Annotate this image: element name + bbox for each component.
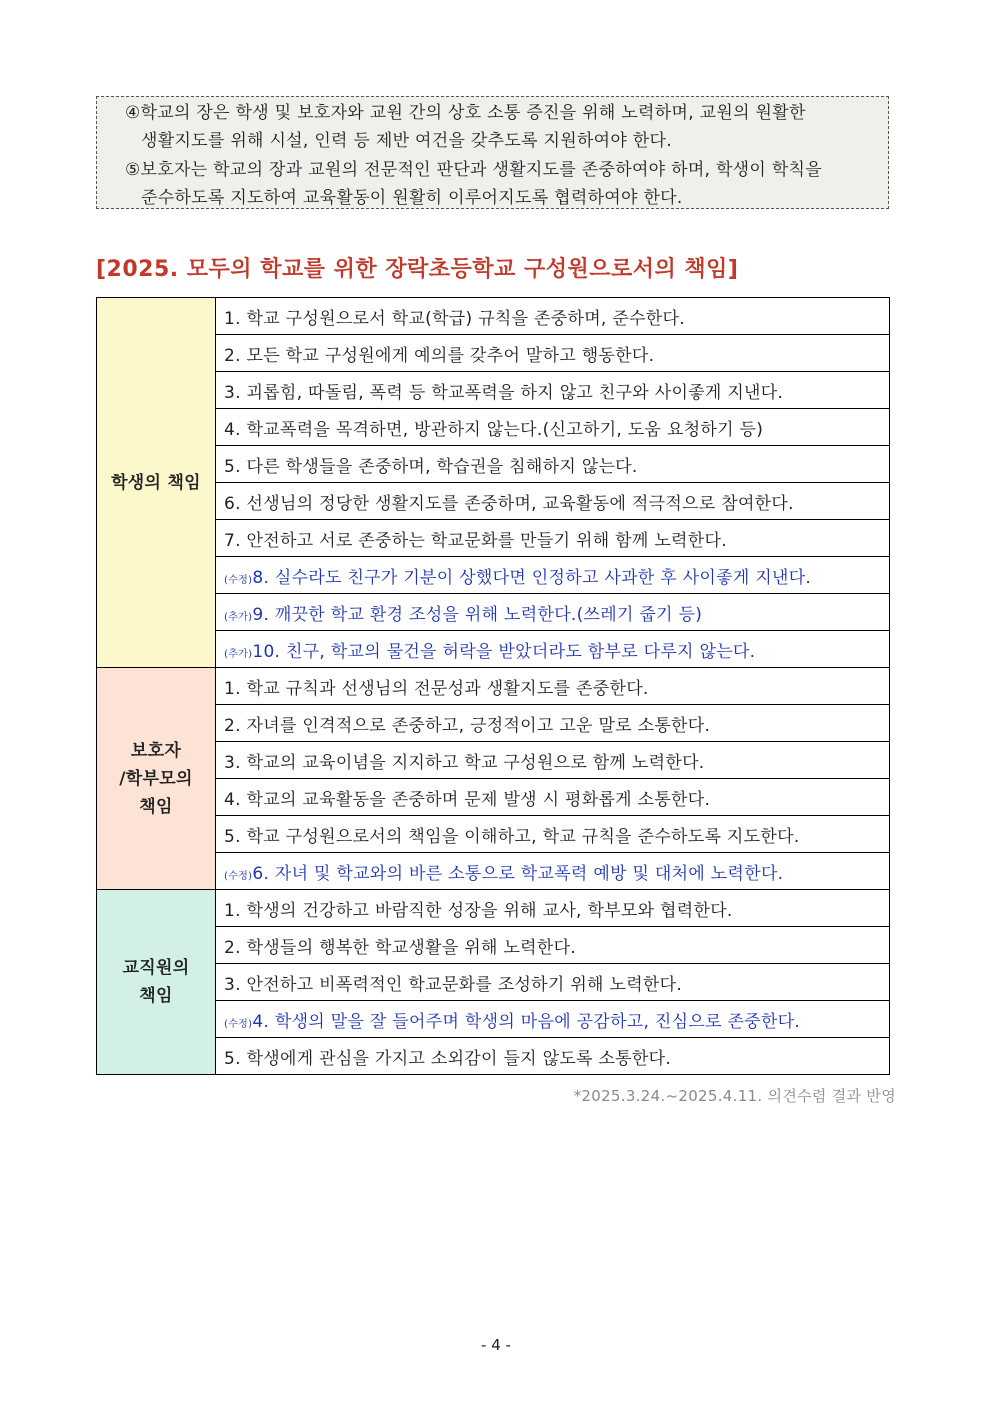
staff-category-label-1: 교직원의 [122,958,190,978]
table-row [97,520,890,557]
parents-category-label-2: /학부모의 [119,768,193,789]
parents-item-5: 5. 학교 구성원으로서의 책임을 이해하고, 학교 규칙을 준수하도록 지도한다. [216,816,890,853]
addition-tag: (추가) [224,611,253,623]
table-row [97,742,890,779]
parents-item-1: 1. 학교 규칙과 선생님의 전문성과 생활지도를 존중한다. [216,668,890,705]
parents-category-cell [97,668,216,890]
staff-item-5: 5. 학생에게 관심을 가지고 소외감이 들지 않도록 소통한다. [216,1038,890,1075]
students-item-8 [216,557,890,594]
staff-category-label-2: 책임 [139,986,173,1006]
table-row [97,964,890,1001]
table-row [97,335,890,372]
parents-item-3: 3. 학교의 교육이념을 지지하고 학교 구성원으로 함께 노력한다. [216,742,890,779]
table-row [97,927,890,964]
revision-tag: (수정) [224,1018,253,1030]
table-row [97,298,890,335]
table-row [97,594,890,631]
table-row [97,1001,890,1038]
table-row [97,1038,890,1075]
parents-category-label-3: 책임 [139,796,173,817]
revision-tag: (수정) [224,870,253,882]
students-item-4: 4. 학교폭력을 목격하면, 방관하지 않는다.(신고하기, 도움 요청하기 등) [216,409,890,446]
table-row [97,705,890,742]
students-category-label: 학생의 책임 [111,472,201,493]
responsibility-table [96,297,890,1075]
table-row [97,409,890,446]
staff-item-4 [216,1001,890,1038]
table-row [97,446,890,483]
table-row [97,816,890,853]
staff-category-cell [97,890,216,1075]
staff-item-3: 3. 안전하고 비폭력적인 학교문화를 조성하기 위해 노력한다. [216,964,890,1001]
survey-note: *2025.3.24.~2025.4.11. 의견수렴 결과 반영 [573,1087,896,1105]
paragraph-5-line-2: 준수하도록 지도하여 교육활동이 원활히 이루어지도록 협력하여야 한다. [141,188,683,208]
table-row [97,853,890,890]
students-item-8-text: 8. 실수라도 친구가 기분이 상했다면 인정하고 사과한 후 사이좋게 지낸다. [252,567,812,588]
students-item-3: 3. 괴롭힘, 따돌림, 폭력 등 학교폭력을 하지 않고 친구와 사이좋게 지낸다. [216,372,890,409]
parents-category-label-1: 보호자 [130,740,182,761]
revision-tag: (수정) [224,574,253,586]
students-item-10 [216,631,890,668]
page-number: - 4 - [481,1336,511,1354]
table-row [97,483,890,520]
students-item-9 [216,594,890,631]
paragraph-4-line-1: ④학교의 장은 학생 및 보호자와 교원 간의 상호 소통 증진을 위해 노력하며, 교원의 원활한 [125,103,806,123]
parents-item-4: 4. 학교의 교육활동을 존중하며 문제 발생 시 평화롭게 소통한다. [216,779,890,816]
section-title: [2025. 모두의 학교를 위한 장락초등학교 구성원으로서의 책임] [96,257,739,282]
students-item-5: 5. 다른 학생들을 존중하며, 학습권을 침해하지 않는다. [216,446,890,483]
staff-item-2: 2. 학생들의 행복한 학교생활을 위해 노력한다. [216,927,890,964]
students-item-10-text: 10. 친구, 학교의 물건을 허락을 받았더라도 함부로 다루지 않는다. [252,641,756,662]
paragraph-4 [125,99,880,155]
parents-item-2: 2. 자녀를 인격적으로 존중하고, 긍정적이고 고운 말로 소통한다. [216,705,890,742]
students-category-cell [97,298,216,668]
students-item-2: 2. 모든 학교 구성원에게 예의를 갖추어 말하고 행동한다. [216,335,890,372]
staff-item-1: 1. 학생의 건강하고 바람직한 성장을 위해 교사, 학부모와 협력한다. [216,890,890,927]
table-row [97,890,890,927]
parents-item-6 [216,853,890,890]
table-row [97,668,890,705]
table-row [97,557,890,594]
table-row [97,631,890,668]
addition-tag: (추가) [224,648,253,660]
table-row [97,372,890,409]
parents-item-6-text: 6. 자녀 및 학교와의 바른 소통으로 학교폭력 예방 및 대처에 노력한다. [252,863,784,884]
law-excerpt-box [96,96,889,209]
table-row [97,779,890,816]
staff-item-4-text: 4. 학생의 말을 잘 들어주며 학생의 마음에 공감하고, 진심으로 존중한다. [252,1011,801,1032]
paragraph-4-line-2: 생활지도를 위해 시설, 인력 등 제반 여건을 갖추도록 지원하여야 한다. [141,131,672,151]
students-item-7: 7. 안전하고 서로 존중하는 학교문화를 만들기 위해 함께 노력한다. [216,520,890,557]
students-item-1: 1. 학교 구성원으로서 학교(학급) 규칙을 존중하며, 준수한다. [216,298,890,335]
students-item-9-text: 9. 깨끗한 학교 환경 조성을 위해 노력한다.(쓰레기 줍기 등) [252,604,703,625]
paragraph-5 [125,156,880,212]
paragraph-5-line-1: ⑤보호자는 학교의 장과 교원의 전문적인 판단과 생활지도를 존중하여야 하며, 학생이 학칙을 [125,160,822,180]
students-item-6: 6. 선생님의 정당한 생활지도를 존중하며, 교육활동에 적극적으로 참여한다. [216,483,890,520]
